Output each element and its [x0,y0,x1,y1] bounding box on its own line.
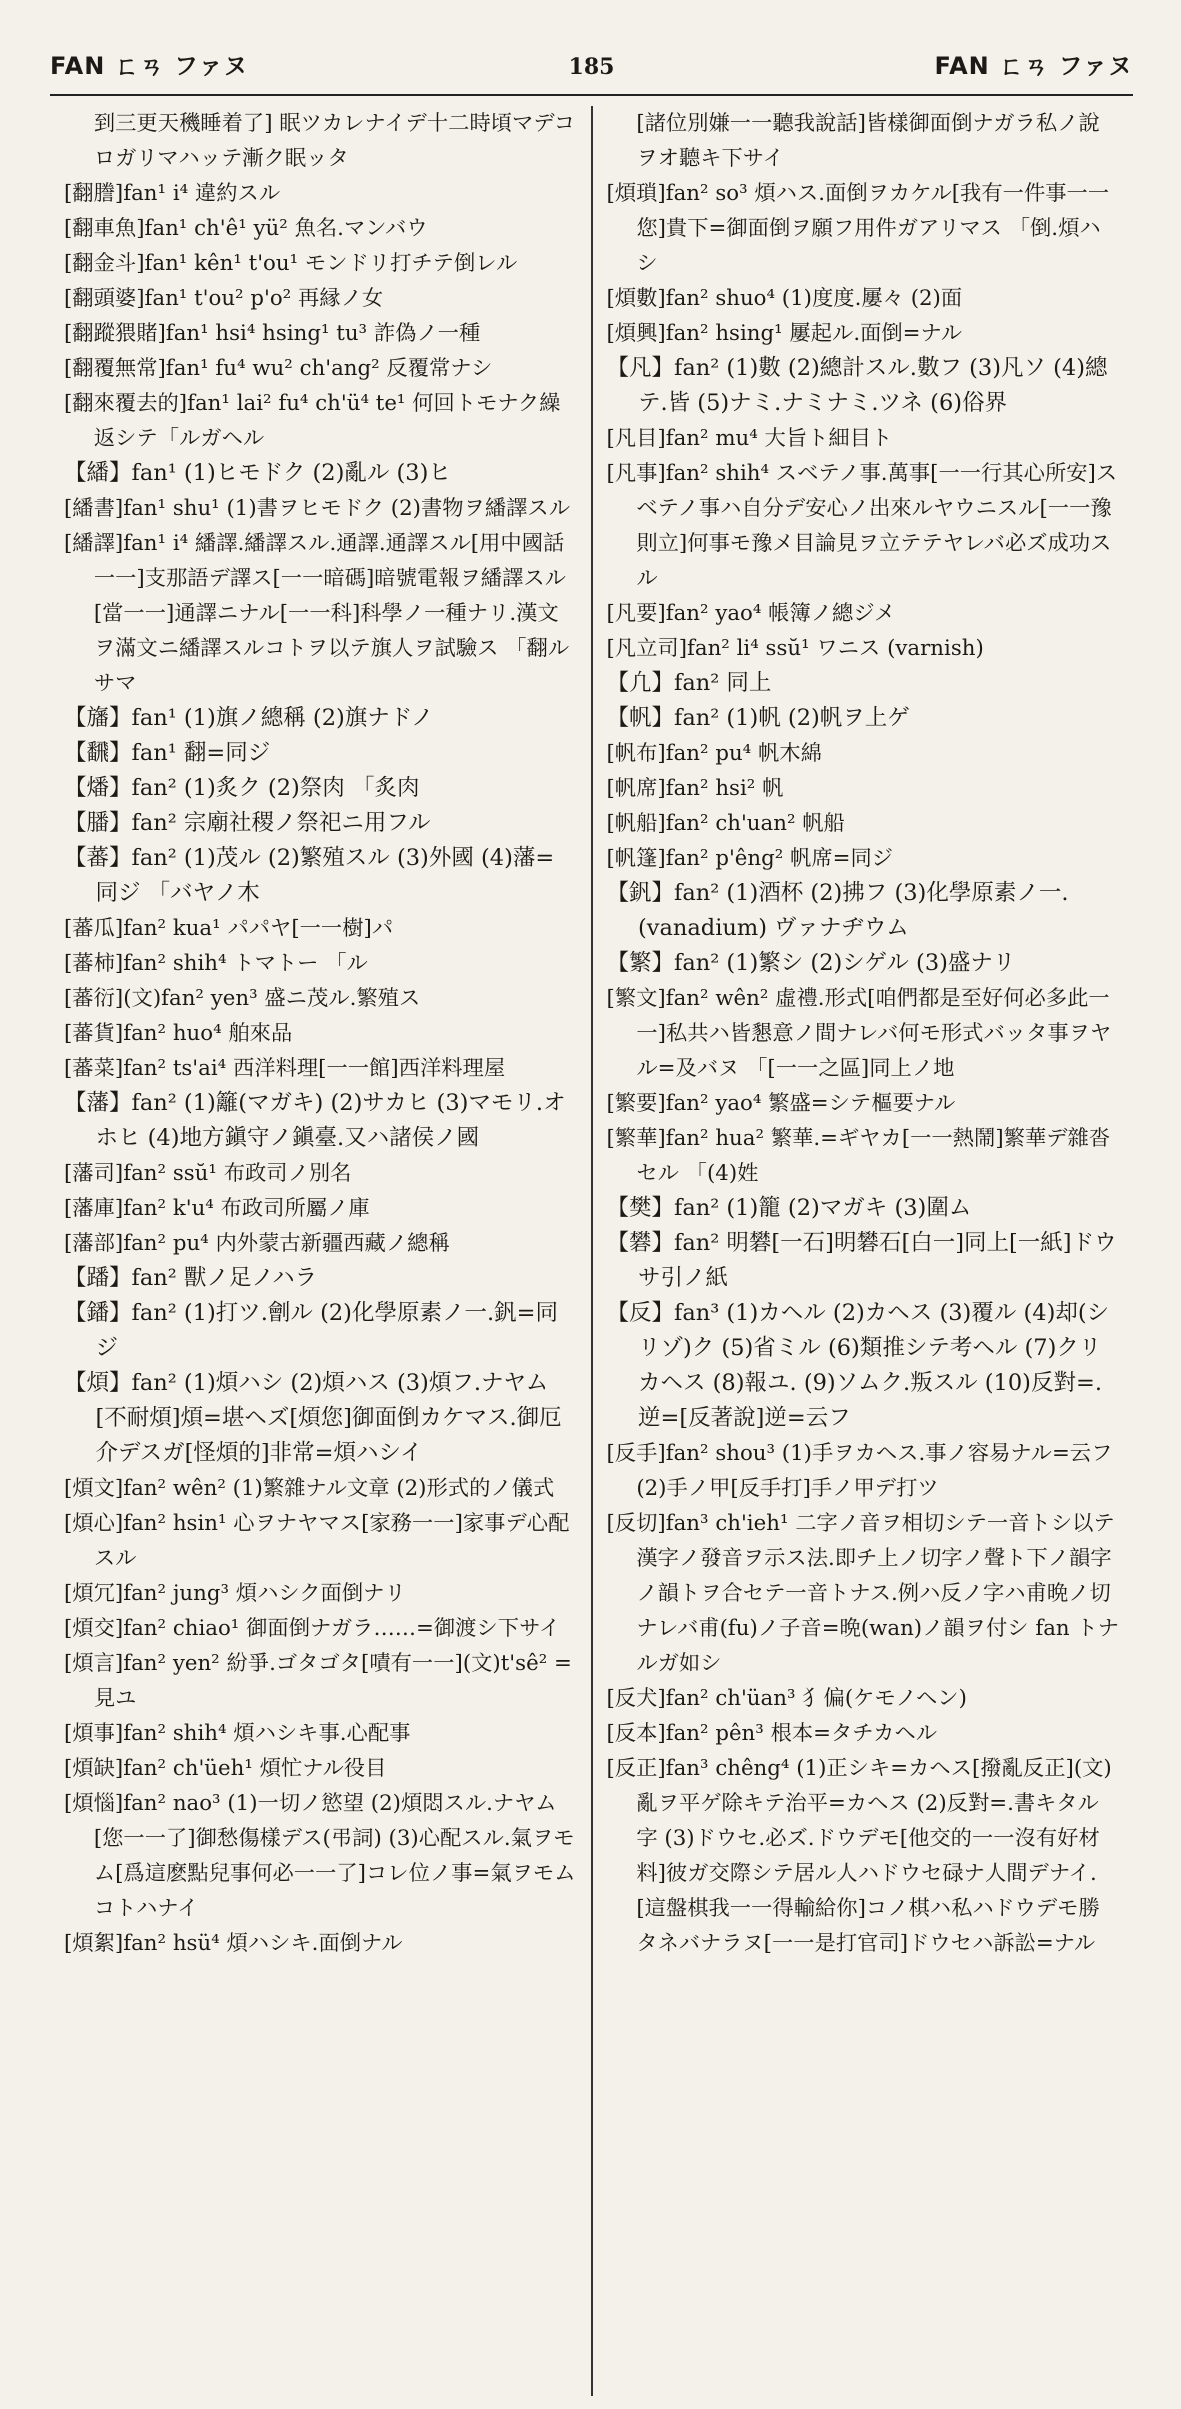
compound-entry: [煩文]fan² wên² (1)繁雜ナル文章 (2)形式的ノ儀式 [64,1476,555,1501]
compound-entry: [帆船]fan² ch'uan² 帆船 [606,811,845,836]
headword-entry: 【繁】fan² (1)繁シ (2)シゲル (3)盛ナリ [606,950,1016,976]
compound-entry: [繁華]fan² hua² 繁華.=ギヤカ[一一熱鬧]繁華デ雜沓セル 「(4)姓 [606,1126,1111,1186]
compound-entry: [凡事]fan² shih⁴ スベテノ事.萬事[一一行其心所安]スベテノ事ハ自分デ安心ノ出來ルヤウニスル[一一豫則立]何事モ豫メ目論見ヲ立テテヤレバ必ズ成功スル [606,461,1118,591]
compound-entry: [翻謄]fan¹ i⁴ 違約スル [64,181,281,206]
headword-entry: 【凢】fan² 同上 [606,670,772,696]
compound-entry: [蕃衍](文)fan² yen³ 盛ニ茂ル.繁殖ス [64,986,421,1011]
headword-entry: 【煩】fan² (1)煩ハシ (2)煩ハス (3)煩フ.ナヤム[不耐煩]煩=堪ヘズ[煩您]御面倒カケマス.御厄介デスガ[怪煩的]非常=煩ハシイ [64,1370,562,1466]
compound-entry: [蕃瓜]fan² kua¹ パパヤ[一一樹]パ [64,916,394,941]
headword-entry: 【礬】fan² 明礬[一石]明礬石[白一]同上[一紙]ドウサ引ノ紙 [606,1230,1117,1291]
headword-entry: 【蕃】fan² (1)茂ル (2)繁殖スル (3)外國 (4)藩=同ジ 「バヤノ木 [64,845,555,906]
headword-entry: 【蹯】fan² 獸ノ足ノハラ [64,1265,318,1291]
compound-entry: [翻覆無常]fan¹ fu⁴ wu² ch'ang² 反覆常ナシ [64,356,493,381]
compound-entry: [蕃菜]fan² ts'ai⁴ 西洋料理[一一館]西洋料理屋 [64,1056,506,1081]
compound-entry: [藩庫]fan² k'u⁴ 布政司所屬ノ庫 [64,1196,370,1221]
compound-entry: [煩絮]fan² hsü⁴ 煩ハシキ.面倒ナル [64,1931,403,1956]
headword-entry: 【反】fan³ (1)カヘル (2)カヘス (3)覆ル (4)却(シリゾ)ク (5)省ミル (6)類推シテ考ヘル (7)クリカヘス (8)報ユ. (9)ソムク.叛スル (10)反對=.逆=[反著說]逆=云フ [606,1300,1110,1431]
compound-entry: [煩冗]fan² jung³ 煩ハシク面倒ナリ [64,1581,406,1606]
headword-entry: 【膰】fan² 宗廟社稷ノ祭祀ニ用フル [64,810,431,836]
compound-entry: [煩數]fan² shuo⁴ (1)度度.屢々 (2)面 [606,286,963,311]
compound-entry: [蕃貨]fan² huo⁴ 舶來品 [64,1021,293,1046]
compound-entry: [繙譯]fan¹ i⁴ 繙譯.繙譯スル.通譯.通譯スル[用中國話一一]支那語デ譯ス[一一暗碼]暗號電報ヲ繙譯スル[當一一]通譯ニナル[一一科]科學ノ一種ナリ.漢文ヲ滿文ニ繙譯スルコトヲ以テ旗人ヲ試驗ス 「翻ルサマ [64,531,570,696]
headword-entry: 【旛】fan¹ (1)旗ノ總稱 (2)旗ナドノ [64,705,434,731]
compound-entry: [反犬]fan² ch'üan³ 犭偏(ケモノヘン) [606,1686,967,1711]
compound-entry: [翻頭婆]fan¹ t'ou² p'o² 再縁ノ女 [64,286,384,311]
headword-entry: 【繙】fan¹ (1)ヒモドク (2)亂ル (3)ヒ [64,460,451,486]
compound-entry: [反正]fan³ chêng⁴ (1)正シキ=カヘス[撥亂反正](文)亂ヲ平ゲ除キテ治平=カヘス (2)反對=.書キタル字 (3)ドウセ.必ズ.ドウデモ[他交的一一沒有好材料]彼ガ交際シテ居ル人ハドウセ碌ナ人間デナイ.[這盤棋我一一得輸給你]コノ棋ハ私ハドウデモ勝タネバナラヌ[一一是打官司]ドウセハ訴訟=ナル [606,1756,1112,1956]
continued-entry: 到三更天穖睡着了] 眠ツカレナイデ十二時頃マデコロガリマハッテ漸ク眠ッタ [93,111,576,171]
compound-entry: [翻車魚]fan¹ ch'ê¹ yü² 魚名.マンバウ [64,216,428,241]
page-number: 185 [568,54,615,80]
compound-entry: [煩惱]fan² nao³ (1)一切ノ慾望 (2)煩悶スル.ナヤム[您一一了]御愁傷樣デス(弔詞) (3)心配スル.氣ヲモム[爲這麽點兒事何必一一了]コレ位ノ事=氣ヲモムコトハナイ [64,1791,576,1921]
compound-entry: [反本]fan² pên³ 根本=タチカヘル [606,1721,938,1746]
right-column [593,106,1134,2396]
compound-entry: [蕃柿]fan² shih⁴ トマトー 「ル [64,951,368,976]
compound-entry: [翻來覆去的]fan¹ lai² fu⁴ ch'ü⁴ te¹ 何回トモナク繰返シテ「ルガヘル [64,391,561,451]
compound-entry: [煩興]fan² hsing¹ 屢起ル.面倒=ナル [606,321,963,346]
headword-entry: 【樊】fan² (1)籠 (2)マガキ (3)圍ム [606,1195,972,1221]
headword-entry: 【鐇】fan² (1)打ツ.劊ル (2)化學原素ノ一.釩=同ジ [64,1300,558,1361]
compound-entry: [帆席]fan² hsi² 帆 [606,776,784,801]
compound-entry: [繁文]fan² wên² 虛禮.形式[咱們都是至好何必多此一一]私共ハ皆懇意ノ間ナレバ何モ形式バッタ事ヲヤル=及バヌ 「[一一之區]同上ノ地 [606,986,1112,1081]
continued-entry: [諸位別嫌一一聽我說話]皆樣御面倒ナガラ私ノ說ヲオ聽キ下サイ [636,111,1100,171]
headword-entry: 【帆】fan² (1)帆 (2)帆ヲ上ゲ [606,705,910,731]
running-header [50,46,1133,96]
compound-entry: [繁要]fan² yao⁴ 繁盛=シテ樞要ナル [606,1091,956,1116]
compound-entry: [煩瑣]fan² so³ 煩ハス.面倒ヲカケル[我有一件事一一您]貴下=御面倒ヲ願フ用件ガアリマス 「倒.煩ハシ [606,181,1110,276]
compound-entry: [翻蹤猥賭]fan¹ hsi⁴ hsing¹ tu³ 詐偽ノ一種 [64,321,481,346]
headword-entry: 【飜】fan¹ 翻=同ジ [64,740,271,766]
compound-entry: [凡目]fan² mu⁴ 大旨ト細目ト [606,426,893,451]
compound-entry: [煩言]fan² yen² 紛爭.ゴタゴタ[嘖有一一](文)t'sê² =見ユ [64,1651,572,1711]
compound-entry: [凡要]fan² yao⁴ 帳簿ノ總ジメ [606,601,896,626]
compound-entry: [煩交]fan² chiao¹ 御面倒ナガラ……=御渡シ下サイ [64,1616,561,1641]
left-column [50,106,593,2396]
compound-entry: [藩部]fan² pu⁴ 内外蒙古新疆西藏ノ總稱 [64,1231,450,1256]
compound-entry: [煩缺]fan² ch'üeh¹ 煩忙ナル役目 [64,1756,387,1781]
headword-entry: 【釩】fan² (1)酒杯 (2)拂フ (3)化學原素ノ一. (vanadium) ヴァナヂウム [606,880,1069,941]
headword-entry: 【藩】fan² (1)籬(マガキ) (2)サカヒ (3)マモリ.オホヒ (4)地方鎭守ノ鎭臺.又ハ諸侯ノ國 [64,1090,566,1151]
headword-entry: 【凡】fan² (1)數 (2)總計スル.數フ (3)凡ソ (4)總テ.皆 (5)ナミ.ナミナミ.ツネ (6)俗界 [606,355,1108,416]
headword-entry: 【燔】fan² (1)炙ク (2)祭肉 「炙肉 [64,775,420,801]
compound-entry: [帆布]fan² pu⁴ 帆木綿 [606,741,822,766]
compound-entry: [翻金斗]fan¹ kên¹ t'ou¹ モンドリ打チテ倒レル [64,251,518,276]
compound-entry: [藩司]fan² ssŭ¹ 布政司ノ別名 [64,1161,352,1186]
header-left-guide: FAN ㄈㄢ ファヌ [50,52,249,80]
compound-entry: [凡立司]fan² li⁴ ssŭ¹ ワニス (varnish) [606,636,984,661]
header-right-guide: FAN ㄈㄢ ファヌ [934,52,1133,80]
compound-entry: [煩心]fan² hsin¹ 心ヲナヤマス[家務一一]家事デ心配スル [64,1511,570,1571]
compound-entry: [帆篷]fan² p'êng² 帆席=同ジ [606,846,894,871]
compound-entry: [繙書]fan¹ shu¹ (1)書ヲヒモドク (2)書物ヲ繙譯スル [64,496,571,521]
compound-entry: [反切]fan³ ch'ieh¹ 二字ノ音ヲ相切シテ一音トシ以テ漢字ノ發音ヲ示ス法.即チ上ノ切字ノ聲ト下ノ韻字ノ韻トヲ合セテ一音トナス.例ハ反ノ字ハ甫晩ノ切ナレバ甫(fu)ノ子音=晩(wan)ノ韻ヲ付シ fan トナルガ如シ [606,1511,1120,1676]
compound-entry: [反手]fan² shou³ (1)手ヲカヘス.事ノ容易ナル=云フ (2)手ノ甲[反手打]手ノ甲デ打ツ [606,1441,1113,1501]
compound-entry: [煩事]fan² shih⁴ 煩ハシキ事.心配事 [64,1721,411,1746]
two-column-body [50,106,1133,2396]
